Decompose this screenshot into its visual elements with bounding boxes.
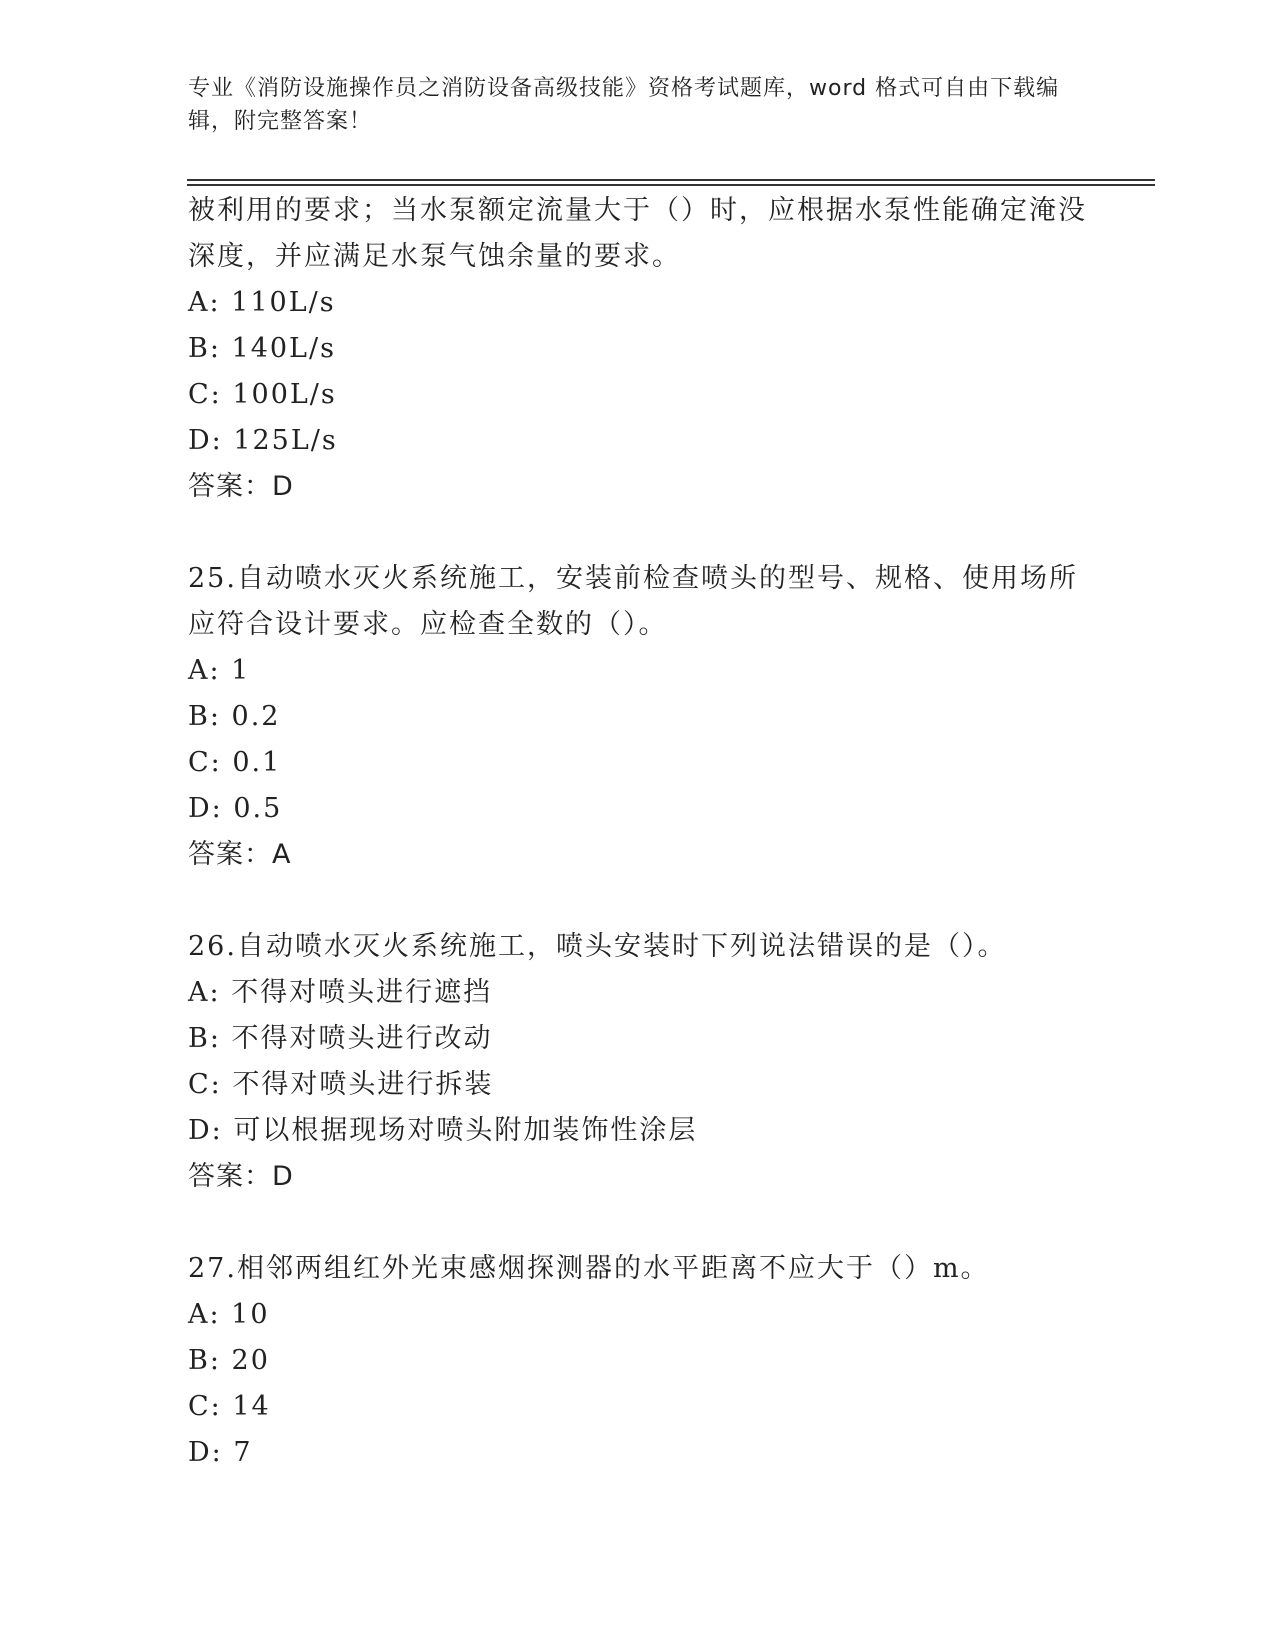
- option-d: D: 可以根据现场对喷头附加装饰性涂层: [188, 1115, 698, 1146]
- question-stem: 25.自动喷水灭火系统施工，安装前检查喷头的型号、规格、使用场所应符合设计要求。应检查全数的（）。: [188, 563, 1078, 640]
- option-b: B: 140L/s: [188, 333, 336, 364]
- answer-line: 答案：D: [188, 1161, 294, 1192]
- answer-line: 答案：A: [188, 839, 292, 870]
- option-a: A: 1: [188, 655, 251, 686]
- header-divider-bottom: [187, 184, 1155, 186]
- header-divider-top: [187, 179, 1155, 181]
- option-b: B: 20: [188, 1345, 270, 1376]
- option-a: A: 10: [188, 1299, 270, 1330]
- option-d: D: 125L/s: [188, 425, 338, 456]
- question-item: [188, 924, 1088, 1200]
- option-d: D: 0.5: [188, 793, 283, 824]
- option-d: D: 7: [188, 1437, 253, 1468]
- question-list: [188, 188, 1088, 1476]
- option-b: B: 不得对喷头进行改动: [188, 1023, 493, 1054]
- question-stem: 26.自动喷水灭火系统施工，喷头安装时下列说法错误的是（）。: [188, 931, 1007, 962]
- option-c: C: 0.1: [188, 747, 282, 778]
- question-stem: 被利用的要求；当水泵额定流量大于（）时，应根据水泵性能确定淹没深度，并应满足水泵气蚀余量的要求。: [188, 195, 1087, 272]
- question-item: [188, 188, 1088, 510]
- question-item: [188, 1246, 1088, 1476]
- option-b: B: 0.2: [188, 701, 281, 732]
- answer-line: 答案：D: [188, 471, 294, 502]
- question-item: [188, 556, 1088, 878]
- document-header: 专业《消防设施操作员之消防设备高级技能》资格考试题库，word 格式可自由下载编辑，附完整答案！: [188, 76, 1060, 134]
- question-stem: 27.相邻两组红外光束感烟探测器的水平距离不应大于（）m。: [188, 1253, 990, 1284]
- option-c: C: 不得对喷头进行拆装: [188, 1069, 494, 1100]
- option-c: C: 100L/s: [188, 379, 337, 410]
- option-c: C: 14: [188, 1391, 271, 1422]
- option-a: A: 110L/s: [188, 287, 336, 318]
- option-a: A: 不得对喷头进行遮挡: [188, 977, 493, 1008]
